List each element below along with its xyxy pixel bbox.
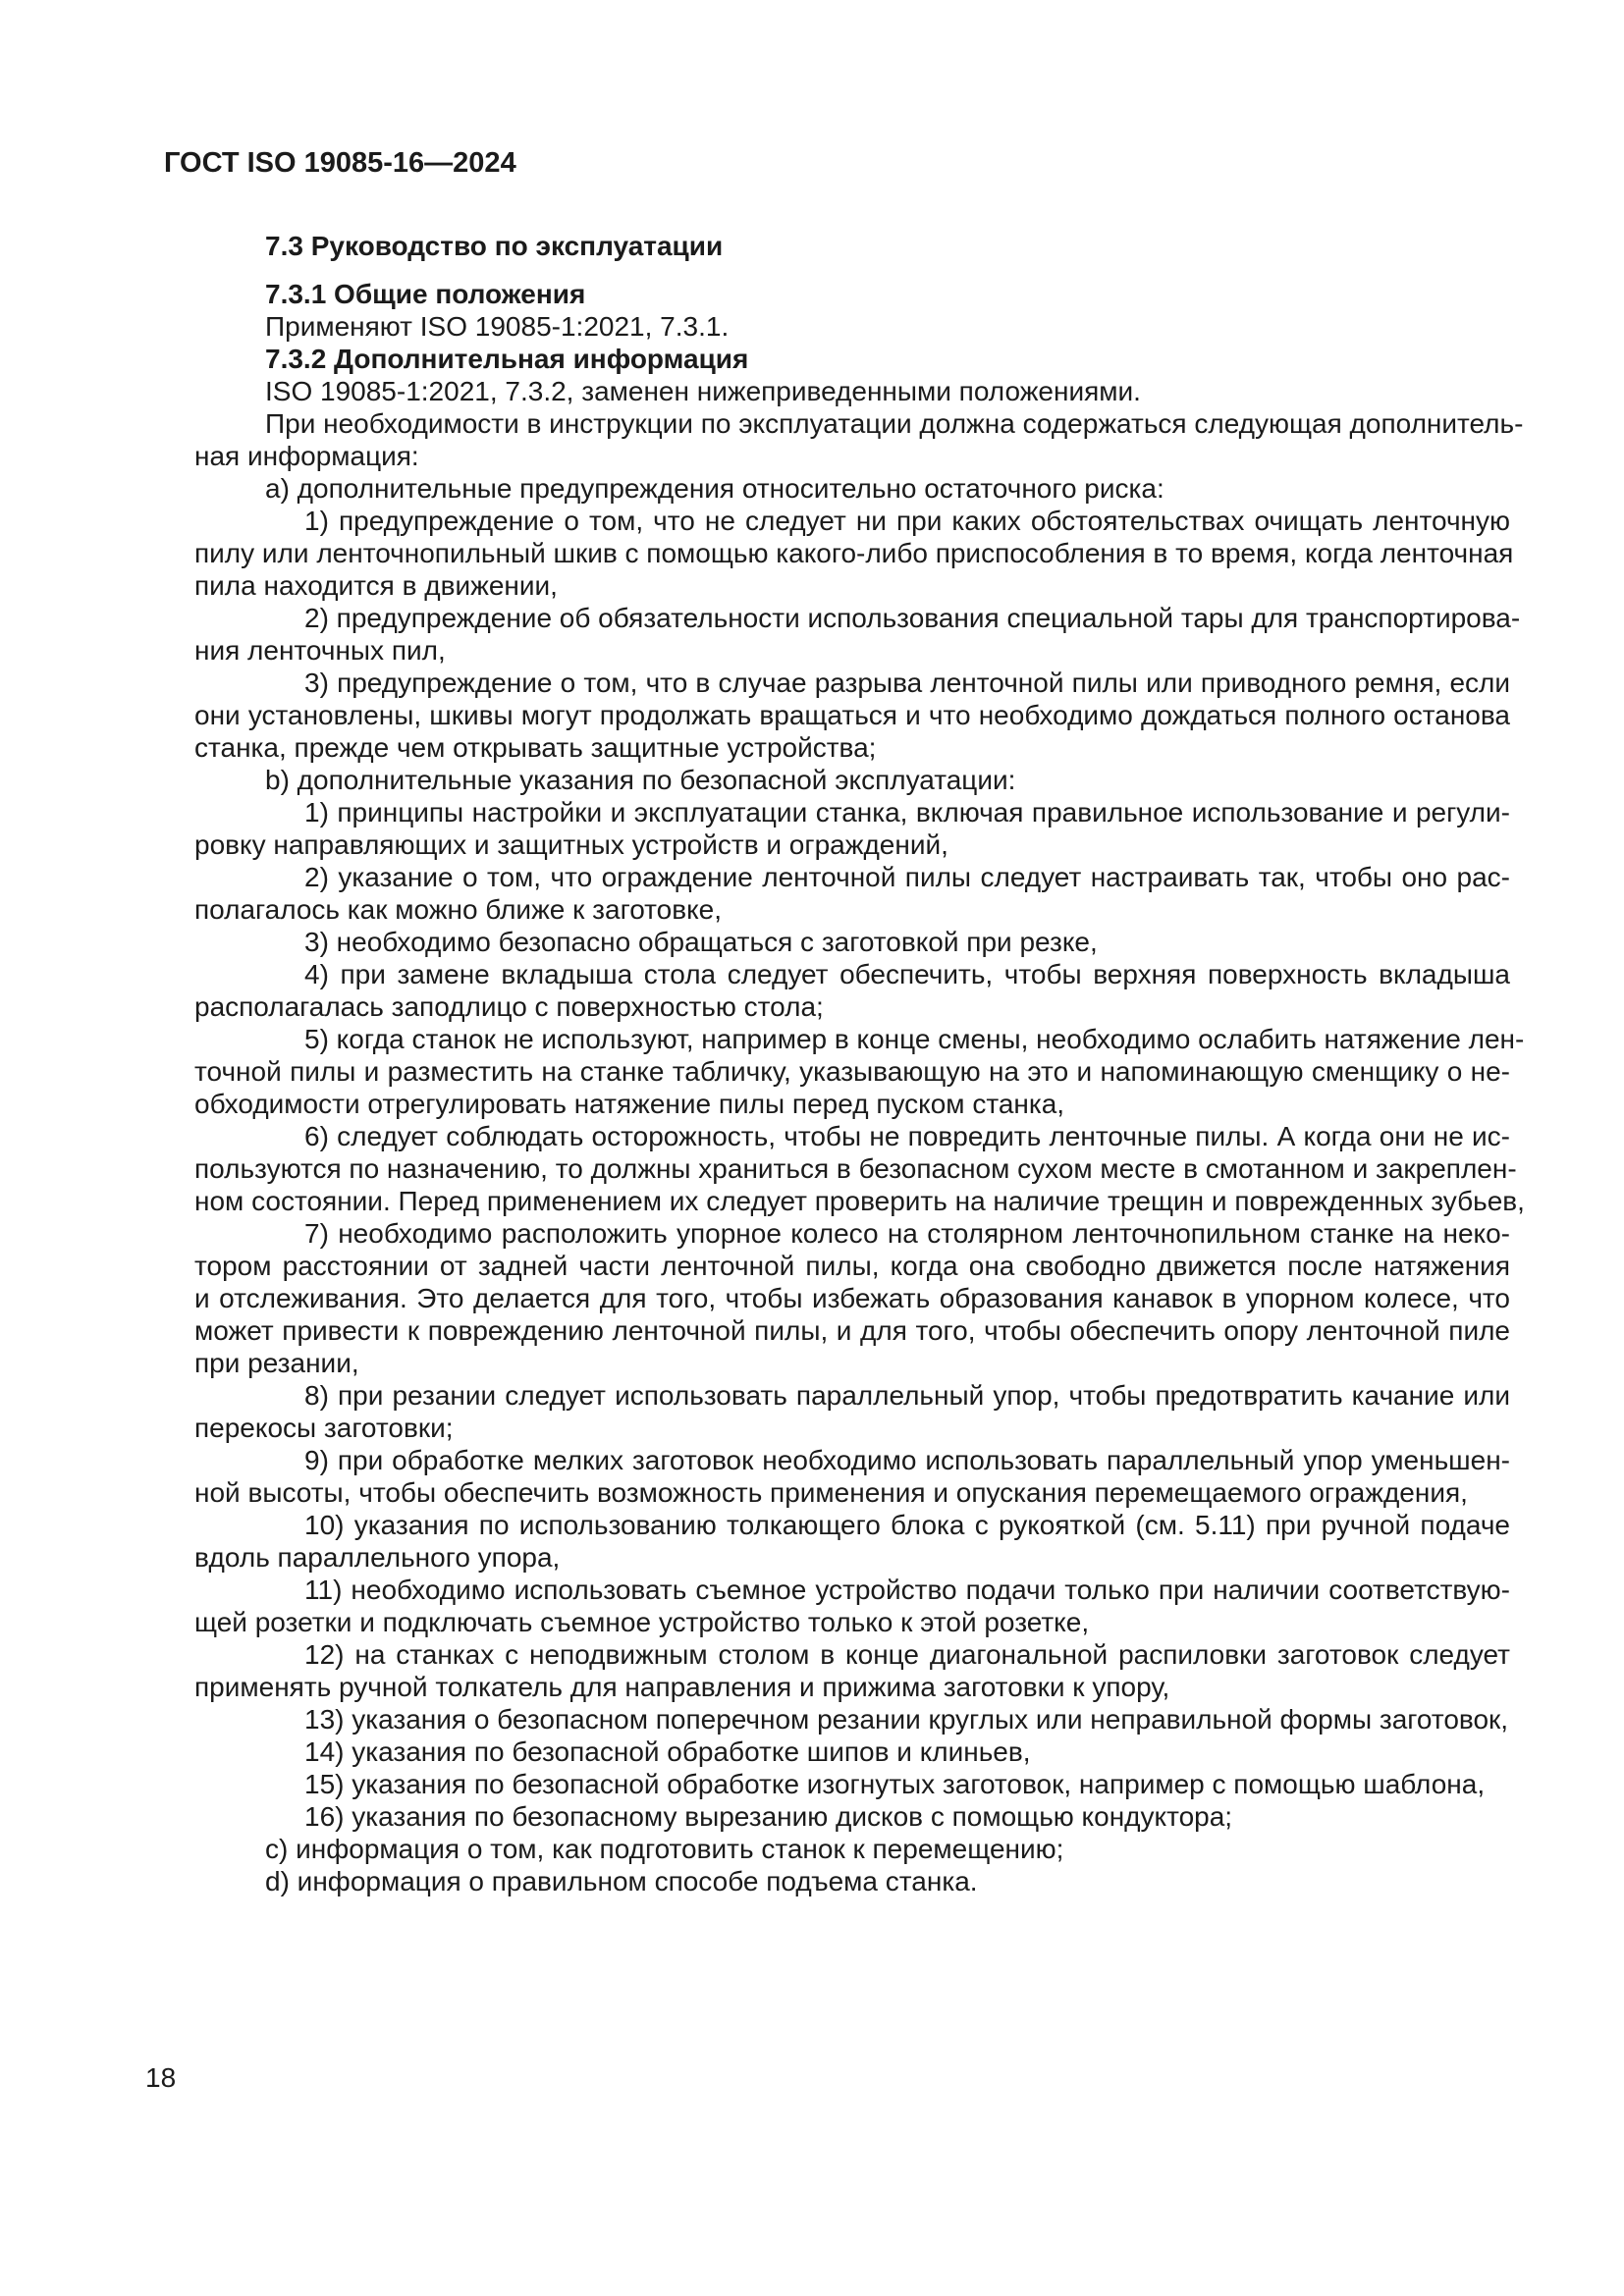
text-line: 7.3.2 Дополнительная информация xyxy=(265,344,749,374)
text-line: 2) предупреждение об обязательности использования специальной тары для транспортирова- xyxy=(304,603,1521,633)
text-line: 6) следует соблюдать осторожность, чтобы не повредить ленточные пилы. А когда они не ис- xyxy=(304,1121,1510,1151)
text-line: обходимости отрегулировать натяжение пилы перед пуском станка, xyxy=(194,1089,1065,1119)
text-line: пилу или ленточнопильный шкив с помощью какого-либо приспособления в то время, когда ленточная xyxy=(194,538,1514,568)
text-line: располагалась заподлицо с поверхностью стола; xyxy=(194,991,824,1022)
document-body xyxy=(194,230,1525,1897)
text-line: и отслеживания. Это делается для того, чтобы избежать образования канавок в упорном колесе, что xyxy=(194,1283,1510,1313)
text-line: 1) принципы настройки и эксплуатации станка, включая правильное использование и регули- xyxy=(304,797,1510,828)
paragraph xyxy=(194,926,1510,958)
paragraph xyxy=(194,1379,1510,1444)
text-line: 13) указания о безопасном поперечном резании круглых или неправильной формы заготовок, xyxy=(304,1704,1509,1735)
text-line: 5) когда станок не используют, например в конце смены, необходимо ослабить натяжение лен- xyxy=(304,1024,1525,1054)
text-line: b) дополнительные указания по безопасной эксплуатации: xyxy=(265,765,1016,795)
paragraph xyxy=(194,505,1514,602)
text-line: Применяют ISO 19085-1:2021, 7.3.1. xyxy=(265,311,730,342)
paragraph xyxy=(194,667,1510,764)
paragraph xyxy=(194,1768,1510,1800)
paragraph xyxy=(194,958,1510,1023)
text-line: пользуются по назначению, то должны храниться в безопасном сухом месте в смотанном и закреплен- xyxy=(194,1153,1517,1184)
paragraph xyxy=(194,796,1510,861)
paragraph xyxy=(194,375,1510,407)
text-line: 7.3.1 Общие положения xyxy=(265,279,586,309)
text-line: a) дополнительные предупреждения относительно остаточного риска: xyxy=(265,473,1164,504)
section-heading xyxy=(194,278,1510,310)
paragraph xyxy=(194,1735,1510,1768)
paragraph xyxy=(194,1509,1510,1574)
paragraph xyxy=(194,1444,1510,1509)
paragraph xyxy=(194,1023,1525,1120)
paragraph xyxy=(194,1865,1510,1897)
text-line: c) информация о том, как подготовить станок к перемещению; xyxy=(265,1834,1064,1864)
text-line: 16) указания по безопасному вырезанию дисков с помощью кондуктора; xyxy=(304,1801,1233,1832)
text-line: 2) указание о том, что ограждение ленточной пилы следует настраивать так, чтобы оно рас- xyxy=(304,862,1510,892)
text-line: тором расстоянии от задней части ленточной пилы, когда она свободно движется после натяжения xyxy=(194,1251,1510,1281)
text-line: полагалось как можно ближе к заготовке, xyxy=(194,894,723,925)
section-heading xyxy=(194,230,1510,262)
text-line: 8) при резании следует использовать параллельный упор, чтобы предотвратить качание или xyxy=(304,1380,1510,1411)
paragraph xyxy=(194,1574,1510,1638)
paragraph xyxy=(194,472,1510,505)
text-line: вдоль параллельного упора, xyxy=(194,1542,561,1573)
text-line: 7) необходимо расположить упорное колесо на столярном ленточнопильном станке на неко- xyxy=(304,1218,1510,1249)
text-line: 15) указания по безопасной обработке изогнутых заготовок, например с помощью шаблона, xyxy=(304,1769,1486,1799)
text-line: При необходимости в инструкции по эксплуатации должна содержаться следующая дополнитель- xyxy=(265,408,1524,439)
paragraph xyxy=(194,1638,1510,1703)
text-line: d) информация о правильном способе подъема станка. xyxy=(265,1866,978,1896)
text-line: 3) предупреждение о том, что в случае разрыва ленточной пилы или приводного ремня, если xyxy=(304,667,1510,698)
text-line: применять ручной толкатель для направления и прижима заготовки к упору, xyxy=(194,1672,1170,1702)
paragraph xyxy=(194,764,1510,796)
text-line: они установлены, шкивы могут продолжать вращаться и что необходимо дождаться полного останова xyxy=(194,700,1510,730)
text-line: ISO 19085-1:2021, 7.3.2, заменен нижеприведенными положениями. xyxy=(265,376,1141,406)
text-line: точной пилы и разместить на станке табличку, указывающую на это и напоминающую сменщику о не- xyxy=(194,1056,1510,1087)
text-line: ная информация: xyxy=(194,441,419,471)
paragraph xyxy=(194,1120,1525,1217)
paragraph xyxy=(194,602,1521,667)
text-line: 10) указания по использованию толкающего блока с рукояткой (см. 5.11) при ручной подаче xyxy=(304,1510,1510,1540)
text-line: при резании, xyxy=(194,1348,359,1378)
text-line: ния ленточных пил, xyxy=(194,635,446,666)
text-line: ном состоянии. Перед применением их следует проверить на наличие трещин и поврежденных зубьев, xyxy=(194,1186,1525,1216)
paragraph xyxy=(194,407,1524,472)
text-line: щей розетки и подключать съемное устройство только к этой розетке, xyxy=(194,1607,1090,1637)
text-line: ной высоты, чтобы обеспечить возможность применения и опускания перемещаемого ограждения, xyxy=(194,1477,1468,1508)
paragraph xyxy=(194,1217,1510,1379)
running-header: ГОСТ ISO 19085-16—2024 xyxy=(164,147,516,179)
text-line: пила находится в движении, xyxy=(194,570,558,601)
text-line: 11) необходимо использовать съемное устройство подачи только при наличии соответствую- xyxy=(304,1575,1510,1605)
text-line: 9) при обработке мелких заготовок необходимо использовать параллельный упор уменьшен- xyxy=(304,1445,1510,1475)
paragraph xyxy=(194,1833,1510,1865)
text-line: 4) при замене вкладыша стола следует обеспечить, чтобы верхняя поверхность вкладыша xyxy=(304,959,1510,989)
text-line: ровку направляющих и защитных устройств и ограждений, xyxy=(194,829,948,860)
text-line: может привести к повреждению ленточной пилы, и для того, чтобы обеспечить опору ленточной пиле xyxy=(194,1315,1510,1346)
text-line: перекосы заготовки; xyxy=(194,1413,454,1443)
section-heading xyxy=(194,343,1510,375)
text-line: 7.3 Руководство по эксплуатации xyxy=(265,231,724,261)
paragraph xyxy=(194,861,1510,926)
paragraph xyxy=(194,1800,1510,1833)
text-line: 1) предупреждение о том, что не следует ни при каких обстоятельствах очищать ленточную xyxy=(304,506,1510,536)
text-line: 12) на станках с неподвижным столом в конце диагональной распиловки заготовок следует xyxy=(304,1639,1510,1670)
paragraph xyxy=(194,310,1510,343)
page-number: 18 xyxy=(145,2062,177,2093)
text-line: станка, прежде чем открывать защитные устройства; xyxy=(194,732,877,763)
paragraph xyxy=(194,1703,1510,1735)
text-line: 14) указания по безопасной обработке шипов и клиньев, xyxy=(304,1736,1031,1767)
text-line: 3) необходимо безопасно обращаться с заготовкой при резке, xyxy=(304,927,1098,957)
